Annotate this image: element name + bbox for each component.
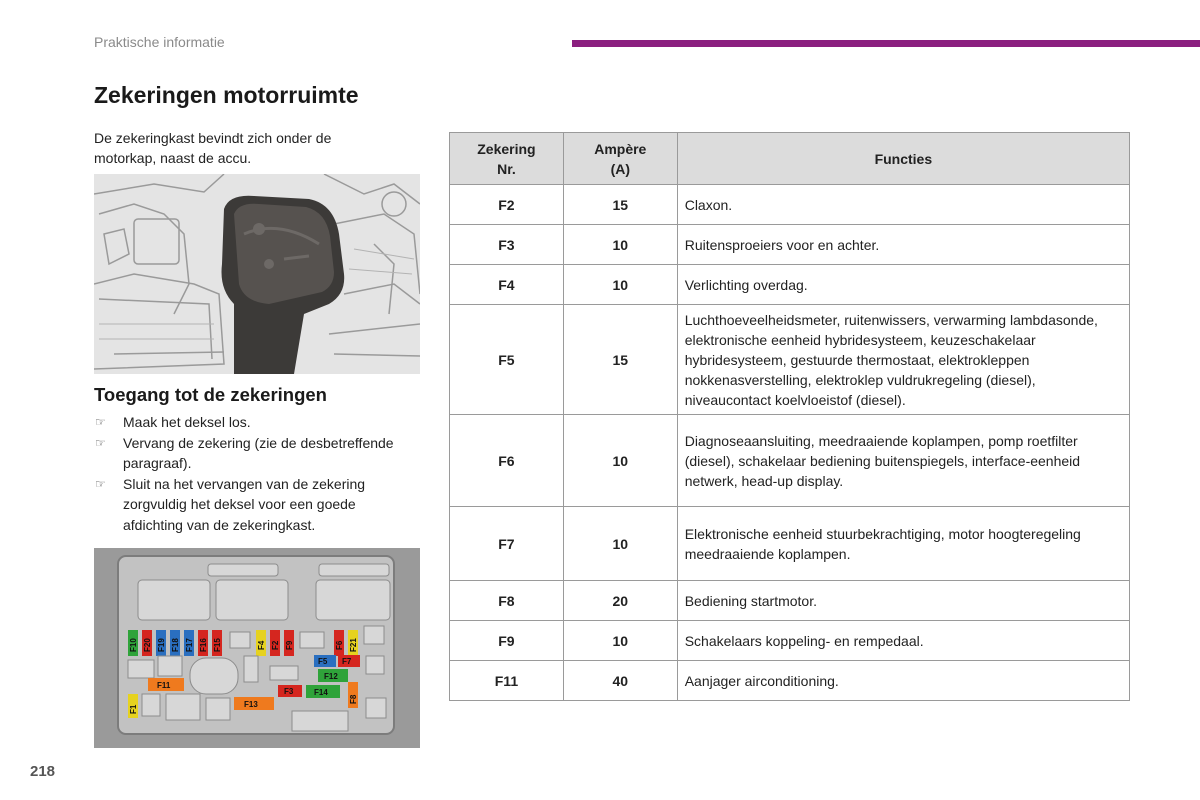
amp-cell: 10 xyxy=(563,621,677,661)
table-row xyxy=(450,305,1130,415)
fuse-label-f8: F8 xyxy=(349,694,358,704)
fuse-label-f17: F17 xyxy=(185,638,194,652)
amp-cell: 15 xyxy=(563,185,677,225)
function-cell: Schakelaars koppeling- en rempedaal. xyxy=(677,621,1129,661)
page-number: 218 xyxy=(30,763,56,780)
fuse-label-f12: F12 xyxy=(324,672,338,681)
function-cell: Bediening startmotor. xyxy=(677,581,1129,621)
fuse-label-f4: F4 xyxy=(257,640,266,650)
intro-text: De zekeringkast bevindt zich onder de motorkap, naast de accu. xyxy=(94,130,332,166)
fuse-label-f1: F1 xyxy=(129,704,138,714)
table-row xyxy=(450,225,1130,265)
amp-cell: 10 xyxy=(563,265,677,305)
table-row xyxy=(450,661,1130,701)
pointing-hand-icon: ☞ xyxy=(95,415,106,429)
fuse-label-f3: F3 xyxy=(284,687,294,696)
function-cell: Luchthoeveelheidsmeter, ruitenwissers, verwarming lambdasonde, elektronische eenheid hybridesysteem, keuzeschakelaar hybridesysteem, gestuurde thermostaat, elektrokleppen nokkenasverstelling, elektroklep vuldrukregeling (diesel), niveaucontact koelvloeistof (diesel). xyxy=(677,305,1129,415)
engine-bay-illustration xyxy=(94,174,420,374)
step-text: Vervang de zekering (zie de desbetreffende paragraaf). xyxy=(123,434,394,471)
fuse-cell: F7 xyxy=(450,507,564,581)
fuse-label-f7: F7 xyxy=(342,657,352,666)
header-functions: Functies xyxy=(677,133,1129,185)
pointing-hand-icon: ☞ xyxy=(95,435,106,450)
access-title: Toegang tot de zekeringen xyxy=(94,384,327,405)
fuse-label-f16: F16 xyxy=(199,638,208,652)
step-text: Maak het deksel los. xyxy=(123,414,251,430)
page-title: Zekeringen motorruimte xyxy=(94,82,359,108)
fuse-label-f20: F20 xyxy=(143,638,152,652)
pointing-hand-icon: ☞ xyxy=(95,476,106,491)
fuse-cell: F5 xyxy=(450,305,564,415)
fuse-label-f21: F21 xyxy=(349,638,358,652)
fuse-cell: F3 xyxy=(450,225,564,265)
table-header-row xyxy=(450,133,1130,185)
fuse-cell: F6 xyxy=(450,415,564,507)
function-cell: Verlichting overdag. xyxy=(677,265,1129,305)
list-item xyxy=(94,474,414,536)
list-item xyxy=(94,433,414,474)
fuse-label-f5: F5 xyxy=(318,657,328,666)
fuse-label-f11: F11 xyxy=(157,681,171,690)
fuse-label-f15: F15 xyxy=(213,638,222,652)
fuse-box-illustration xyxy=(94,548,420,748)
fuse-table xyxy=(449,132,1130,701)
fuse-label-f14: F14 xyxy=(314,688,328,697)
header-accent-bar xyxy=(572,40,1200,47)
amp-cell: 40 xyxy=(563,661,677,701)
amp-cell: 10 xyxy=(563,507,677,581)
fuse-cell: F11 xyxy=(450,661,564,701)
fuse-cell: F8 xyxy=(450,581,564,621)
fuse-label-f19: F19 xyxy=(157,638,166,652)
amp-cell: 10 xyxy=(563,415,677,507)
header-fuse: Zekering Nr. xyxy=(450,133,564,185)
function-cell: Aanjager airconditioning. xyxy=(677,661,1129,701)
table-row xyxy=(450,581,1130,621)
amp-cell: 15 xyxy=(563,305,677,415)
list-item xyxy=(94,412,414,433)
fuse-label-f9: F9 xyxy=(285,640,294,650)
amp-cell: 10 xyxy=(563,225,677,265)
access-steps xyxy=(94,412,414,535)
table-row xyxy=(450,621,1130,661)
fuse-label-f18: F18 xyxy=(171,638,180,652)
table-row xyxy=(450,507,1130,581)
header-amp: Ampère (A) xyxy=(563,133,677,185)
fuse-cell: F4 xyxy=(450,265,564,305)
fuse-label-f6: F6 xyxy=(335,640,344,650)
section-label: Praktische informatie xyxy=(94,34,225,50)
function-cell: Diagnoseaansluiting, meedraaiende koplampen, pomp roetfilter (diesel), schakelaar bediening buitenspiegels, interface-eenheid netwerk, head-up display. xyxy=(677,415,1129,507)
table-row xyxy=(450,415,1130,507)
function-cell: Ruitensproeiers voor en achter. xyxy=(677,225,1129,265)
table-row xyxy=(450,265,1130,305)
fuse-cell: F2 xyxy=(450,185,564,225)
fuse-label-f10: F10 xyxy=(129,638,138,652)
fuse-label-f2: F2 xyxy=(271,640,280,650)
fuse-label-f13: F13 xyxy=(244,700,258,709)
fuse-cell: F9 xyxy=(450,621,564,661)
amp-cell: 20 xyxy=(563,581,677,621)
function-cell: Elektronische eenheid stuurbekrachtiging, motor hoogteregeling meedraaiende koplampen. xyxy=(677,507,1129,581)
table-row xyxy=(450,185,1130,225)
function-cell: Claxon. xyxy=(677,185,1129,225)
step-text: Sluit na het vervangen van de zekering zorgvuldig het deksel voor een goede afdichting van de zekeringkast. xyxy=(123,475,366,533)
